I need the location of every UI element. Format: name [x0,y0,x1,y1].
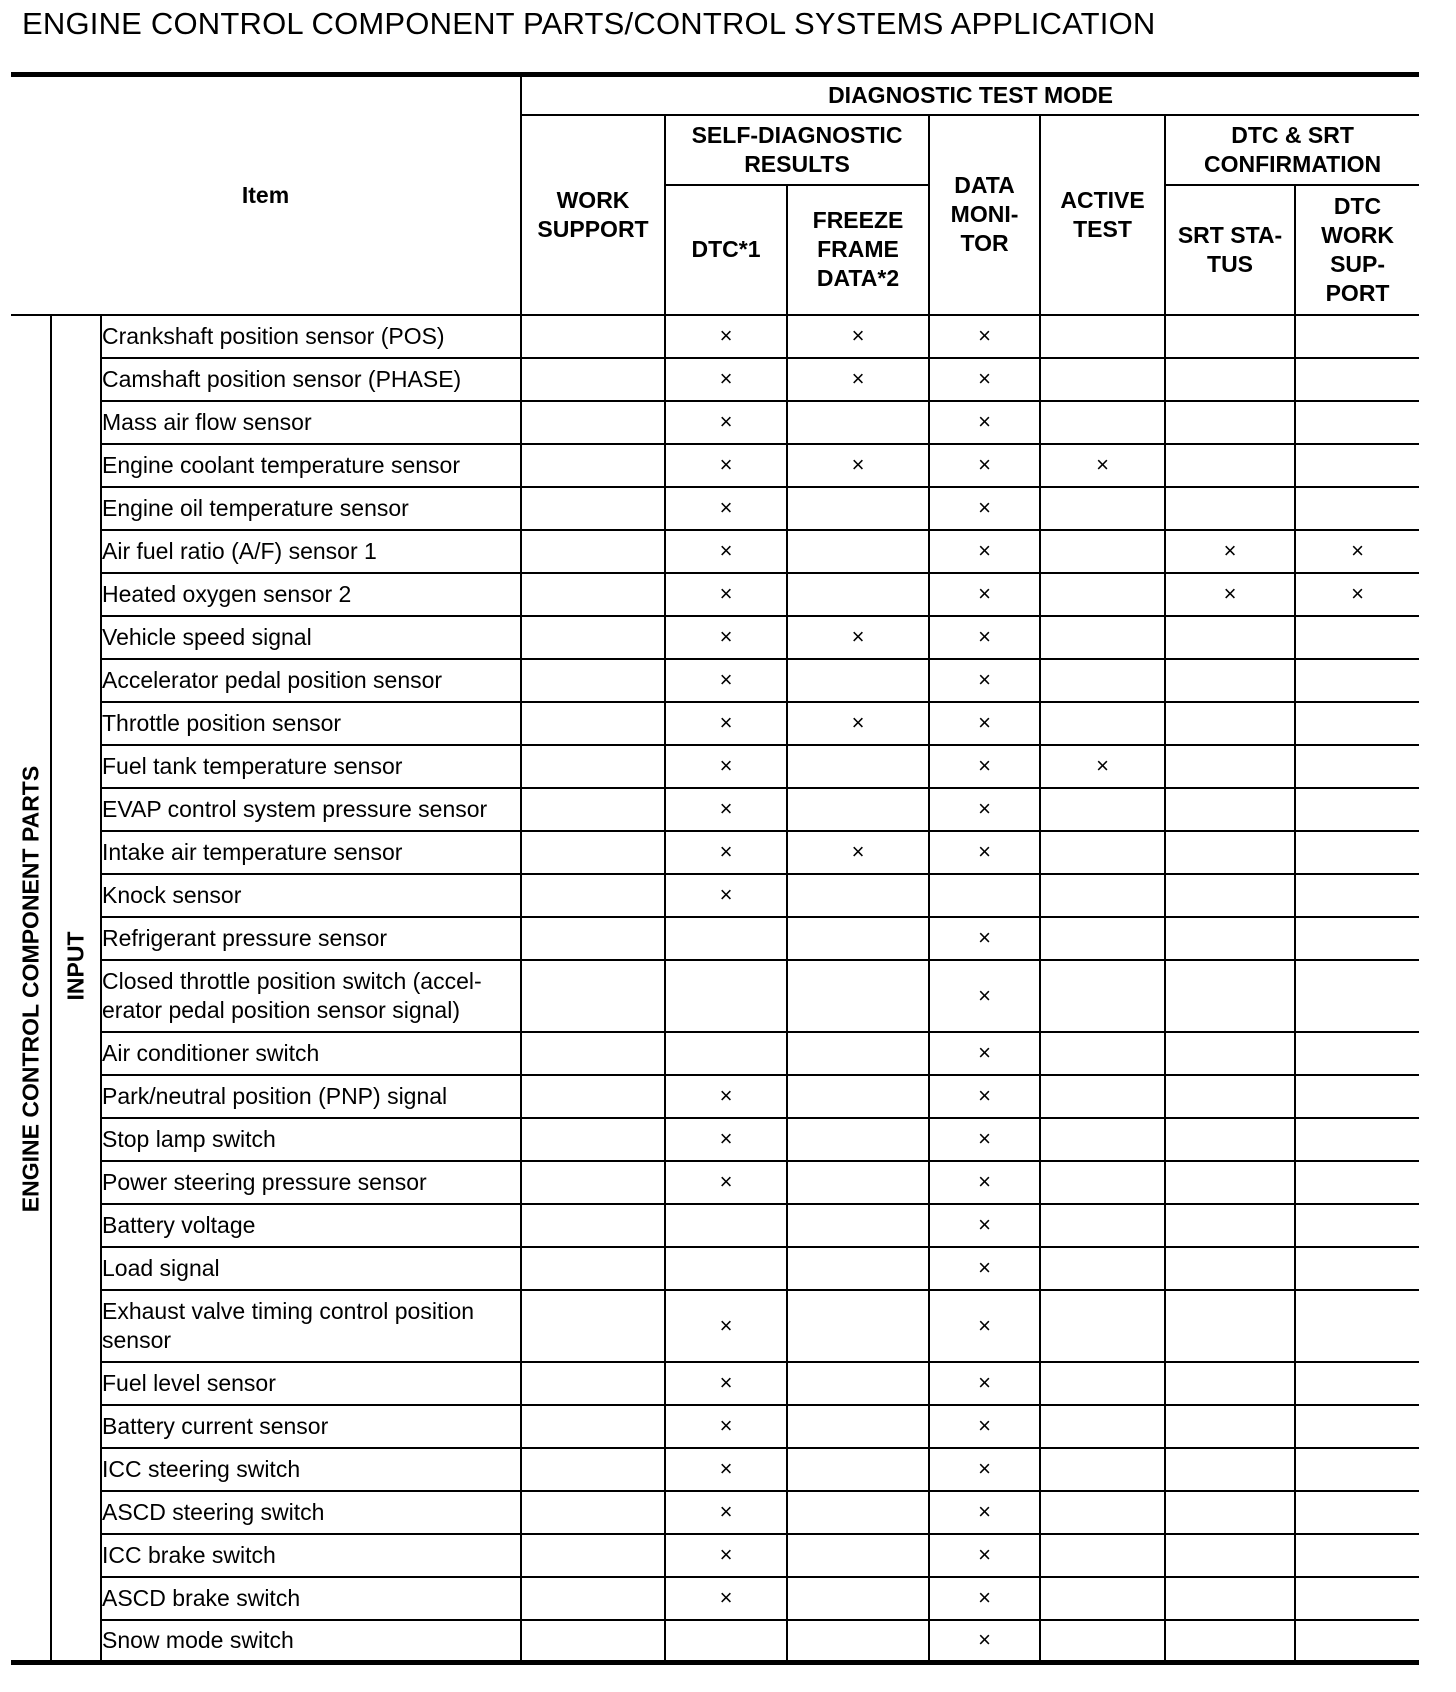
mark-cell-dtc: × [665,1577,787,1620]
item-name: Engine oil temperature sensor [101,487,521,530]
mark-cell-dtc-work-support [1295,1161,1419,1204]
table-row [11,1405,1419,1448]
mark-cell-work-support [521,444,665,487]
table-row [11,917,1419,960]
mark-cell-active-test [1040,1405,1165,1448]
mark-cell-data-monitor: × [929,1534,1040,1577]
mark-cell-work-support [521,1075,665,1118]
mark-cell-dtc: × [665,745,787,788]
group-label-cell [11,315,51,1663]
mark-cell-work-support [521,745,665,788]
item-name: Accelerator pedal position sensor [101,659,521,702]
mark-cell-data-monitor: × [929,530,1040,573]
mark-cell-dtc-work-support: × [1295,573,1419,616]
item-name: Mass air flow sensor [101,401,521,444]
mark-cell-work-support [521,1161,665,1204]
mark-cell-srt-status [1165,1448,1295,1491]
item-name: EVAP control system pressure sensor [101,788,521,831]
mark-cell-data-monitor: × [929,1075,1040,1118]
item-name: Vehicle speed signal [101,616,521,659]
mark-cell-active-test [1040,1534,1165,1577]
mark-cell-data-monitor: × [929,702,1040,745]
header-work-support: WORK SUPPORT [521,115,665,315]
table-row [11,745,1419,788]
mark-cell-dtc: × [665,444,787,487]
mark-cell-data-monitor: × [929,788,1040,831]
mark-cell-freeze-frame: × [787,315,929,358]
mark-cell-data-monitor: × [929,1118,1040,1161]
mark-cell-dtc: × [665,1448,787,1491]
mark-cell-dtc: × [665,1534,787,1577]
table-row [11,788,1419,831]
mark-cell-active-test [1040,573,1165,616]
mark-cell-work-support [521,788,665,831]
mark-cell-srt-status [1165,917,1295,960]
mark-cell-active-test [1040,1075,1165,1118]
mark-cell-data-monitor: × [929,1290,1040,1362]
mark-cell-dtc: × [665,1075,787,1118]
table-row [11,487,1419,530]
mark-cell-active-test [1040,1032,1165,1075]
mark-cell-srt-status [1165,616,1295,659]
mark-cell-srt-status [1165,1204,1295,1247]
mark-cell-active-test [1040,616,1165,659]
mark-cell-active-test [1040,1118,1165,1161]
mark-cell-active-test [1040,1362,1165,1405]
mark-cell-dtc: × [665,315,787,358]
item-name: Refrigerant pressure sensor [101,917,521,960]
mark-cell-active-test [1040,1448,1165,1491]
mark-cell-active-test [1040,917,1165,960]
mark-cell-active-test [1040,1620,1165,1663]
mark-cell-active-test [1040,1577,1165,1620]
item-name: Crankshaft position sensor (POS) [101,315,521,358]
item-name: Closed throttle position switch (accel- erator pedal position sensor signal) [101,960,521,1032]
mark-cell-work-support [521,1491,665,1534]
mark-cell-active-test [1040,960,1165,1032]
item-name: ASCD steering switch [101,1491,521,1534]
table-row [11,1620,1419,1663]
header-dtc: DTC*1 [665,185,787,315]
mark-cell-srt-status: × [1165,530,1295,573]
mark-cell-active-test [1040,315,1165,358]
mark-cell-dtc: × [665,616,787,659]
mark-cell-freeze-frame [787,745,929,788]
mark-cell-data-monitor: × [929,616,1040,659]
mark-cell-active-test [1040,831,1165,874]
mark-cell-dtc: × [665,573,787,616]
header-data-monitor: DATA MONI- TOR [929,115,1040,315]
item-name: Load signal [101,1247,521,1290]
application-table [11,72,1419,1665]
header-item: Item [11,75,521,315]
item-name: Power steering pressure sensor [101,1161,521,1204]
item-name: Snow mode switch [101,1620,521,1663]
mark-cell-data-monitor [929,874,1040,917]
mark-cell-dtc-work-support [1295,1577,1419,1620]
mark-cell-freeze-frame [787,401,929,444]
mark-cell-active-test [1040,1161,1165,1204]
mark-cell-freeze-frame [787,659,929,702]
mark-cell-dtc: × [665,1405,787,1448]
mark-cell-work-support [521,659,665,702]
mark-cell-srt-status [1165,1491,1295,1534]
mark-cell-dtc [665,1247,787,1290]
mark-cell-active-test [1040,401,1165,444]
mark-cell-dtc-work-support [1295,745,1419,788]
mark-cell-freeze-frame: × [787,831,929,874]
mark-cell-freeze-frame: × [787,358,929,401]
table-row [11,1075,1419,1118]
table-row [11,1204,1419,1247]
mark-cell-data-monitor: × [929,1405,1040,1448]
mark-cell-data-monitor: × [929,573,1040,616]
mark-cell-dtc: × [665,1362,787,1405]
mark-cell-dtc-work-support [1295,401,1419,444]
mark-cell-srt-status: × [1165,573,1295,616]
mark-cell-active-test [1040,659,1165,702]
header-srt-status: SRT STA- TUS [1165,185,1295,315]
mark-cell-data-monitor: × [929,1247,1040,1290]
mark-cell-dtc-work-support [1295,917,1419,960]
mark-cell-data-monitor: × [929,1577,1040,1620]
mark-cell-freeze-frame [787,1075,929,1118]
mark-cell-freeze-frame [787,1577,929,1620]
mark-cell-srt-status [1165,444,1295,487]
item-name: Air fuel ratio (A/F) sensor 1 [101,530,521,573]
item-name: Fuel level sensor [101,1362,521,1405]
table-row [11,444,1419,487]
mark-cell-freeze-frame [787,487,929,530]
table-row [11,1491,1419,1534]
mark-cell-data-monitor: × [929,1448,1040,1491]
item-name: Air conditioner switch [101,1032,521,1075]
mark-cell-srt-status [1165,1075,1295,1118]
mark-cell-data-monitor: × [929,659,1040,702]
mark-cell-dtc-work-support [1295,616,1419,659]
mark-cell-data-monitor: × [929,1620,1040,1663]
item-name: Intake air temperature sensor [101,831,521,874]
mark-cell-work-support [521,1405,665,1448]
mark-cell-dtc-work-support [1295,1032,1419,1075]
mark-cell-dtc: × [665,358,787,401]
mark-cell-data-monitor: × [929,917,1040,960]
item-name: ASCD brake switch [101,1577,521,1620]
mark-cell-work-support [521,1577,665,1620]
table-row [11,1577,1419,1620]
table-row [11,1118,1419,1161]
mark-cell-data-monitor: × [929,1204,1040,1247]
mark-cell-freeze-frame [787,1247,929,1290]
mark-cell-active-test [1040,1290,1165,1362]
mark-cell-work-support [521,1247,665,1290]
mark-cell-dtc [665,1204,787,1247]
mark-cell-srt-status [1165,1247,1295,1290]
item-name: Battery current sensor [101,1405,521,1448]
table-row [11,1161,1419,1204]
mark-cell-dtc-work-support [1295,1204,1419,1247]
mark-cell-freeze-frame [787,1290,929,1362]
item-name: Engine coolant temperature sensor [101,444,521,487]
table-row [11,1448,1419,1491]
mark-cell-data-monitor: × [929,1161,1040,1204]
mark-cell-data-monitor: × [929,1491,1040,1534]
mark-cell-active-test [1040,1247,1165,1290]
mark-cell-work-support [521,1204,665,1247]
mark-cell-active-test: × [1040,745,1165,788]
mark-cell-work-support [521,487,665,530]
mark-cell-freeze-frame [787,1405,929,1448]
mark-cell-freeze-frame [787,1118,929,1161]
table-row [11,315,1419,358]
item-name: Battery voltage [101,1204,521,1247]
mark-cell-data-monitor: × [929,315,1040,358]
mark-cell-srt-status [1165,315,1295,358]
table-row [11,358,1419,401]
table-row [11,831,1419,874]
table-row [11,530,1419,573]
mark-cell-dtc-work-support [1295,1491,1419,1534]
subgroup-label-cell [51,315,101,1663]
mark-cell-dtc-work-support [1295,702,1419,745]
mark-cell-freeze-frame [787,1204,929,1247]
mark-cell-dtc-work-support [1295,1448,1419,1491]
mark-cell-dtc-work-support [1295,874,1419,917]
header-diagnostic-test-mode: DIAGNOSTIC TEST MODE [521,75,1419,115]
table-row [11,1534,1419,1577]
item-name: Heated oxygen sensor 2 [101,573,521,616]
mark-cell-dtc [665,960,787,1032]
header-active-test: ACTIVE TEST [1040,115,1165,315]
table-body [11,315,1419,1663]
item-name: Stop lamp switch [101,1118,521,1161]
mark-cell-dtc: × [665,487,787,530]
mark-cell-dtc-work-support: × [1295,530,1419,573]
mark-cell-dtc-work-support [1295,315,1419,358]
mark-cell-work-support [521,530,665,573]
mark-cell-work-support [521,401,665,444]
mark-cell-srt-status [1165,1032,1295,1075]
mark-cell-freeze-frame [787,530,929,573]
mark-cell-srt-status [1165,702,1295,745]
mark-cell-dtc-work-support [1295,1534,1419,1577]
mark-cell-freeze-frame [787,917,929,960]
mark-cell-active-test [1040,358,1165,401]
table-row [11,1032,1419,1075]
table-row [11,960,1419,1032]
mark-cell-srt-status [1165,745,1295,788]
mark-cell-srt-status [1165,831,1295,874]
table-row [11,573,1419,616]
mark-cell-srt-status [1165,1577,1295,1620]
header-dtc-srt-confirmation: DTC & SRT CONFIRMATION [1165,115,1419,185]
mark-cell-work-support [521,831,665,874]
mark-cell-dtc: × [665,788,787,831]
mark-cell-work-support [521,1534,665,1577]
mark-cell-dtc [665,1620,787,1663]
mark-cell-freeze-frame [787,573,929,616]
mark-cell-dtc [665,917,787,960]
mark-cell-data-monitor: × [929,444,1040,487]
mark-cell-work-support [521,1290,665,1362]
mark-cell-dtc-work-support [1295,1362,1419,1405]
group-label: ENGINE CONTROL COMPONENT PARTS [17,765,43,1212]
header-dtc-work-support: DTC WORK SUP- PORT [1295,185,1419,315]
mark-cell-dtc: × [665,401,787,444]
mark-cell-dtc: × [665,659,787,702]
item-name: Knock sensor [101,874,521,917]
header-self-diagnostic-results: SELF-DIAGNOSTIC RESULTS [665,115,929,185]
mark-cell-freeze-frame [787,1032,929,1075]
mark-cell-work-support [521,1032,665,1075]
mark-cell-dtc: × [665,831,787,874]
mark-cell-data-monitor: × [929,831,1040,874]
mark-cell-srt-status [1165,487,1295,530]
mark-cell-dtc: × [665,702,787,745]
mark-cell-freeze-frame [787,874,929,917]
mark-cell-freeze-frame [787,1448,929,1491]
mark-cell-dtc-work-support [1295,960,1419,1032]
mark-cell-dtc: × [665,530,787,573]
mark-cell-data-monitor: × [929,1032,1040,1075]
page-title: ENGINE CONTROL COMPONENT PARTS/CONTROL SYSTEMS APPLICATION [22,6,1156,41]
mark-cell-freeze-frame [787,1534,929,1577]
subgroup-label: INPUT [62,931,89,1000]
mark-cell-data-monitor: × [929,487,1040,530]
mark-cell-dtc-work-support [1295,659,1419,702]
mark-cell-dtc: × [665,1161,787,1204]
mark-cell-freeze-frame [787,1491,929,1534]
mark-cell-freeze-frame [787,1161,929,1204]
mark-cell-srt-status [1165,1362,1295,1405]
mark-cell-active-test [1040,530,1165,573]
mark-cell-dtc-work-support [1295,1290,1419,1362]
mark-cell-work-support [521,1118,665,1161]
header-freeze-frame-data: FREEZE FRAME DATA*2 [787,185,929,315]
mark-cell-freeze-frame [787,788,929,831]
mark-cell-active-test [1040,1204,1165,1247]
mark-cell-work-support [521,702,665,745]
table-row [11,702,1419,745]
mark-cell-work-support [521,1362,665,1405]
table-row [11,401,1419,444]
mark-cell-data-monitor: × [929,401,1040,444]
mark-cell-srt-status [1165,401,1295,444]
mark-cell-dtc-work-support [1295,444,1419,487]
mark-cell-srt-status [1165,788,1295,831]
item-name: Fuel tank temperature sensor [101,745,521,788]
mark-cell-srt-status [1165,874,1295,917]
mark-cell-dtc [665,1032,787,1075]
mark-cell-srt-status [1165,960,1295,1032]
mark-cell-active-test: × [1040,444,1165,487]
mark-cell-active-test [1040,788,1165,831]
mark-cell-active-test [1040,874,1165,917]
mark-cell-dtc-work-support [1295,1075,1419,1118]
mark-cell-work-support [521,573,665,616]
mark-cell-dtc: × [665,1290,787,1362]
table-row [11,874,1419,917]
mark-cell-data-monitor: × [929,358,1040,401]
item-name: ICC brake switch [101,1534,521,1577]
mark-cell-dtc-work-support [1295,831,1419,874]
mark-cell-freeze-frame [787,960,929,1032]
mark-cell-work-support [521,1620,665,1663]
mark-cell-srt-status [1165,659,1295,702]
mark-cell-freeze-frame: × [787,702,929,745]
mark-cell-work-support [521,960,665,1032]
table-row [11,1362,1419,1405]
item-name: Exhaust valve timing control position sensor [101,1290,521,1362]
mark-cell-dtc: × [665,874,787,917]
mark-cell-active-test [1040,487,1165,530]
mark-cell-work-support [521,315,665,358]
mark-cell-data-monitor: × [929,1362,1040,1405]
mark-cell-active-test [1040,1491,1165,1534]
mark-cell-work-support [521,616,665,659]
mark-cell-srt-status [1165,1290,1295,1362]
mark-cell-dtc-work-support [1295,1118,1419,1161]
mark-cell-dtc: × [665,1491,787,1534]
mark-cell-dtc-work-support [1295,358,1419,401]
mark-cell-dtc-work-support [1295,1247,1419,1290]
mark-cell-srt-status [1165,1620,1295,1663]
mark-cell-dtc: × [665,1118,787,1161]
mark-cell-active-test [1040,702,1165,745]
mark-cell-freeze-frame: × [787,616,929,659]
table-row [11,616,1419,659]
item-name: ICC steering switch [101,1448,521,1491]
mark-cell-srt-status [1165,1118,1295,1161]
mark-cell-srt-status [1165,358,1295,401]
table-row [11,1290,1419,1362]
mark-cell-srt-status [1165,1405,1295,1448]
item-name: Park/neutral position (PNP) signal [101,1075,521,1118]
item-name: Camshaft position sensor (PHASE) [101,358,521,401]
table-row [11,659,1419,702]
item-name: Throttle position sensor [101,702,521,745]
mark-cell-freeze-frame [787,1620,929,1663]
mark-cell-data-monitor: × [929,745,1040,788]
mark-cell-work-support [521,1448,665,1491]
mark-cell-data-monitor: × [929,960,1040,1032]
mark-cell-dtc-work-support [1295,1405,1419,1448]
mark-cell-dtc-work-support [1295,487,1419,530]
mark-cell-srt-status [1165,1161,1295,1204]
mark-cell-srt-status [1165,1534,1295,1577]
mark-cell-work-support [521,874,665,917]
mark-cell-freeze-frame [787,1362,929,1405]
table-row [11,1247,1419,1290]
mark-cell-work-support [521,358,665,401]
mark-cell-dtc-work-support [1295,788,1419,831]
mark-cell-dtc-work-support [1295,1620,1419,1663]
mark-cell-work-support [521,917,665,960]
mark-cell-freeze-frame: × [787,444,929,487]
